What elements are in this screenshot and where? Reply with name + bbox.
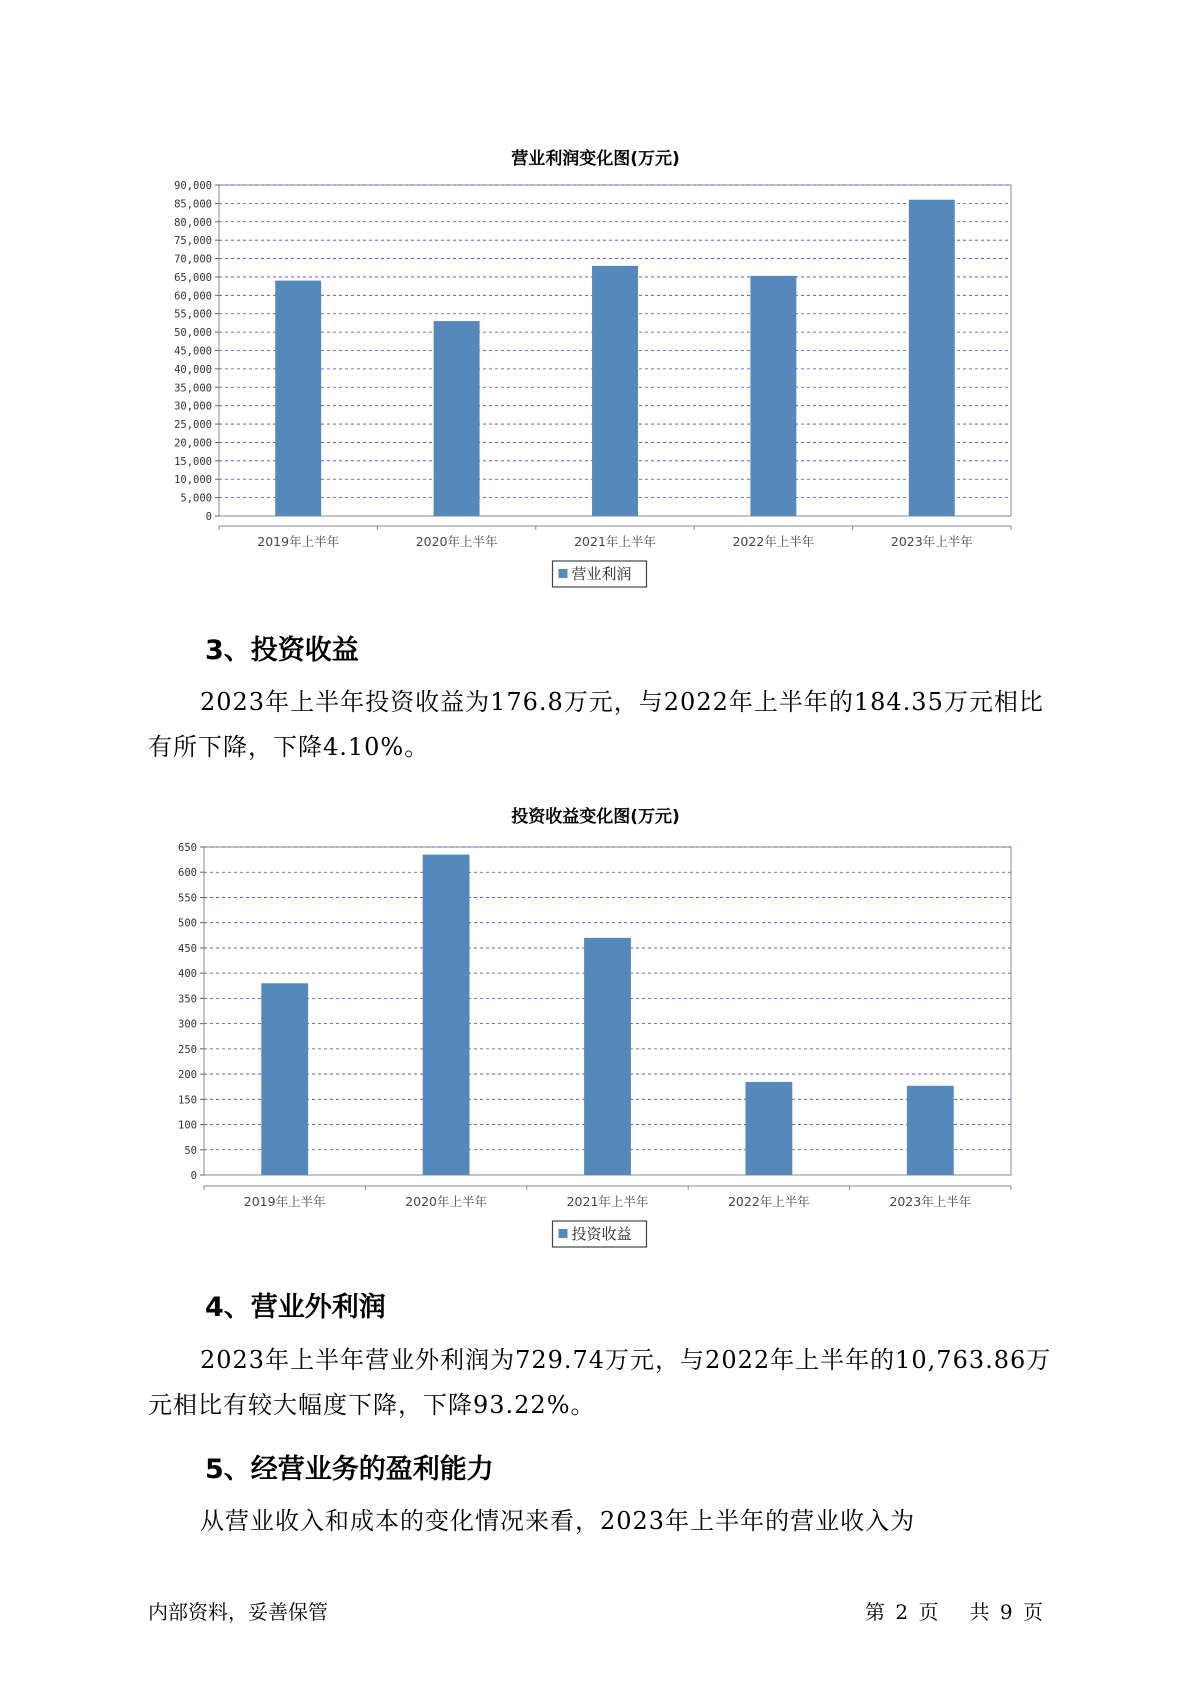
y-tick-label: 300 bbox=[178, 1018, 197, 1031]
y-tick-label: 50 bbox=[184, 1144, 197, 1157]
y-tick-label: 45,000 bbox=[174, 345, 212, 358]
bar bbox=[423, 855, 470, 1175]
footer-confidential-note: 内部资料，妥善保管 bbox=[148, 1600, 328, 1624]
y-tick-label: 85,000 bbox=[174, 198, 212, 211]
x-tick-label: 2022年上半年 bbox=[732, 534, 815, 549]
y-tick-label: 100 bbox=[178, 1119, 197, 1132]
chart1-title: 营业利润变化图(万元) bbox=[511, 149, 680, 169]
bar bbox=[745, 1082, 792, 1175]
y-tick-label: 70,000 bbox=[174, 253, 212, 266]
bar bbox=[907, 1086, 954, 1175]
footer-total-label: 共 9 页 bbox=[969, 1600, 1043, 1624]
y-tick-label: 500 bbox=[178, 917, 197, 930]
y-tick-label: 550 bbox=[178, 892, 197, 905]
section3-paragraph: 2023年上半年投资收益为176.8万元，与2022年上半年的184.35万元相比有所下降，下降4.10%。 bbox=[148, 688, 1044, 761]
section4-heading: 4、营业外利润 bbox=[205, 1292, 386, 1323]
footer-page-number bbox=[865, 1596, 1043, 1625]
y-tick-label: 30,000 bbox=[174, 400, 212, 413]
section5-paragraph: 从营业收入和成本的变化情况来看，2023年上半年的营业收入为 bbox=[200, 1507, 916, 1535]
footer-page-label: 第 2 页 bbox=[865, 1600, 939, 1624]
legend-label: 投资收益 bbox=[571, 1225, 632, 1243]
y-tick-label: 10,000 bbox=[174, 474, 212, 487]
y-tick-label: 65,000 bbox=[174, 271, 212, 284]
y-tick-label: 50,000 bbox=[174, 327, 212, 340]
y-tick-label: 200 bbox=[178, 1069, 197, 1082]
y-tick-label: 25,000 bbox=[174, 419, 212, 432]
y-tick-label: 350 bbox=[178, 993, 197, 1006]
y-tick-label: 20,000 bbox=[174, 437, 212, 450]
y-tick-label: 450 bbox=[178, 942, 197, 955]
x-tick-label: 2019年上半年 bbox=[257, 534, 340, 549]
y-tick-label: 55,000 bbox=[174, 308, 212, 321]
x-tick-label: 2019年上半年 bbox=[243, 1194, 326, 1209]
y-tick-label: 80,000 bbox=[174, 216, 212, 229]
y-tick-label: 60,000 bbox=[174, 290, 212, 303]
y-tick-label: 0 bbox=[205, 511, 212, 523]
x-tick-label: 2023年上半年 bbox=[889, 1194, 972, 1209]
section5-heading: 5、经营业务的盈利能力 bbox=[205, 1454, 494, 1485]
y-tick-label: 650 bbox=[178, 842, 197, 854]
y-tick-label: 0 bbox=[190, 1170, 197, 1182]
y-tick-label: 600 bbox=[178, 867, 197, 880]
y-tick-label: 90,000 bbox=[174, 180, 212, 192]
bar bbox=[584, 938, 631, 1175]
y-tick-label: 40,000 bbox=[174, 363, 212, 376]
x-tick-label: 2020年上半年 bbox=[415, 534, 498, 549]
x-tick-label: 2021年上半年 bbox=[566, 1194, 649, 1209]
y-tick-label: 5,000 bbox=[180, 492, 212, 505]
y-tick-label: 35,000 bbox=[174, 382, 212, 395]
y-tick-label: 75,000 bbox=[174, 235, 212, 248]
legend-swatch bbox=[559, 1229, 568, 1238]
x-tick-label: 2022年上半年 bbox=[727, 1194, 810, 1209]
x-tick-label: 2021年上半年 bbox=[574, 534, 656, 549]
x-tick-label: 2020年上半年 bbox=[405, 1194, 488, 1209]
chart2-title: 投资收益变化图(万元) bbox=[511, 807, 680, 827]
section3-heading: 3、投资收益 bbox=[205, 635, 359, 666]
legend-label: 营业利润 bbox=[571, 565, 632, 583]
section4-paragraph: 2023年上半年营业外利润为729.74万元，与2022年上半年的10,763.86万元相比有较大幅度下降，下降93.22%。 bbox=[148, 1346, 1052, 1419]
y-tick-label: 400 bbox=[178, 968, 197, 981]
y-tick-label: 15,000 bbox=[174, 455, 212, 468]
x-tick-label: 2023年上半年 bbox=[890, 534, 973, 549]
y-tick-label: 150 bbox=[178, 1094, 197, 1107]
bar bbox=[261, 983, 308, 1175]
y-tick-label: 250 bbox=[178, 1043, 197, 1056]
